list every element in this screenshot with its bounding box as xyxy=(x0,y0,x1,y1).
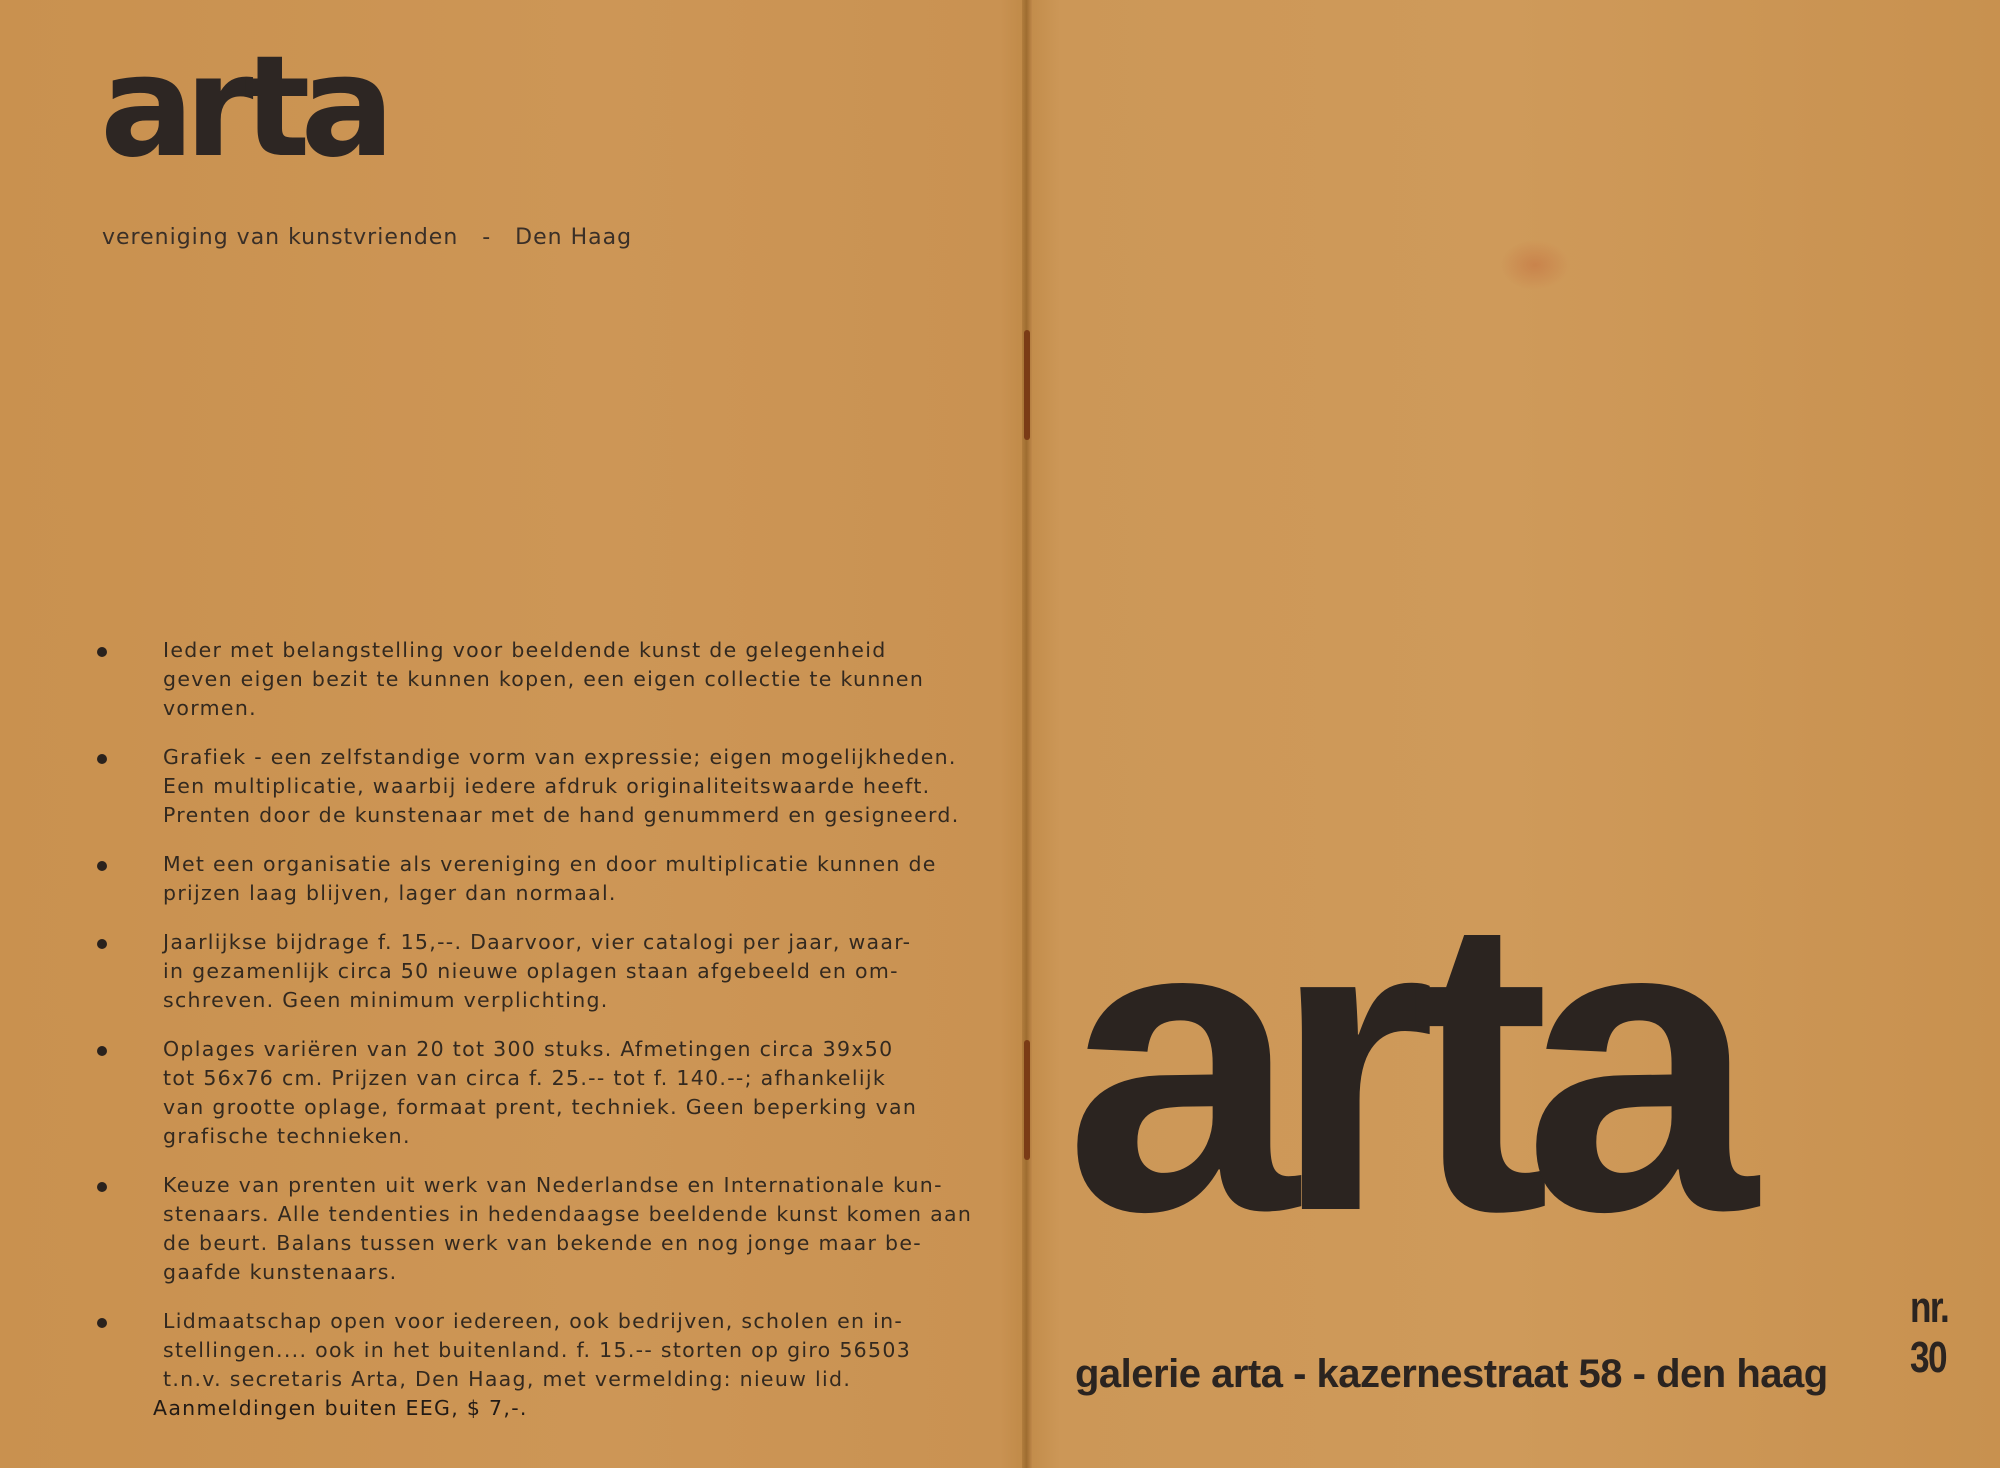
feature-line: Keuze van prenten uit werk van Nederlandse en Internationale kun- xyxy=(163,1173,943,1197)
feature-item xyxy=(95,743,965,830)
bullet-icon xyxy=(97,1046,107,1056)
bullet-icon xyxy=(97,1318,107,1328)
arta-logo-large: arta xyxy=(1065,830,1732,1299)
registration-note: Aanmeldingen buiten EEG, $ 7,-. xyxy=(153,1396,528,1420)
feature-line: stenaars. Alle tendenties in hedendaagse beeldende kunst komen aan xyxy=(163,1202,973,1226)
bullet-icon xyxy=(97,647,107,657)
feature-line: in gezamenlijk circa 50 nieuwe oplagen staan afgebeeld en om- xyxy=(163,959,899,983)
feature-line: Grafiek - een zelfstandige vorm van expressie; eigen mogelijkheden. xyxy=(163,745,957,769)
feature-line: geven eigen bezit te kunnen kopen, een eigen collectie te kunnen xyxy=(163,667,925,691)
feature-line: prijzen laag blijven, lager dan normaal. xyxy=(163,881,617,905)
feature-line: Prenten door de kunstenaar met de hand genummerd en gesigneerd. xyxy=(163,803,960,827)
feature-line: schreven. Geen minimum verplichting. xyxy=(163,988,609,1012)
feature-item xyxy=(95,850,965,908)
feature-line: van grootte oplage, formaat prent, techniek. Geen beperking van xyxy=(163,1095,918,1119)
feature-line: Lidmaatschap open voor iedereen, ook bedrijven, scholen en in- xyxy=(163,1309,904,1333)
feature-line: Ieder met belangstelling voor beeldende kunst de gelegenheid xyxy=(163,638,887,662)
feature-line: grafische technieken. xyxy=(163,1124,411,1148)
membership-feature-list xyxy=(95,636,973,1443)
staple-bottom xyxy=(1024,1040,1030,1160)
staple-top xyxy=(1024,330,1030,440)
feature-item xyxy=(95,1171,973,1287)
gallery-address: galerie arta - kazernestraat 58 - den haag xyxy=(1075,1352,1828,1396)
arta-logo-small: arta xyxy=(100,26,385,189)
feature-line: tot 56x76 cm. Prijzen van circa f. 25.-- tot f. 140.--; afhankelijk xyxy=(163,1066,886,1090)
bullet-icon xyxy=(97,754,107,764)
brochure-spine xyxy=(1022,0,1032,1468)
feature-item xyxy=(95,928,965,1015)
feature-line: gaafde kunstenaars. xyxy=(163,1260,398,1284)
feature-item xyxy=(95,636,965,723)
issue-number: nr. 30 xyxy=(1910,1283,1949,1382)
feature-line: vormen. xyxy=(163,696,257,720)
bullet-icon xyxy=(97,939,107,949)
bullet-icon xyxy=(97,861,107,871)
association-subtitle: vereniging van kunstvrienden - Den Haag xyxy=(102,225,633,250)
feature-line: Met een organisatie als vereniging en door multiplicatie kunnen de xyxy=(163,852,937,876)
feature-line: stellingen.... ook in het buitenland. f. 15.-- storten op giro 56503 xyxy=(163,1338,912,1362)
feature-item xyxy=(95,1307,965,1423)
feature-item xyxy=(95,1035,965,1151)
feature-line: Een multiplicatie, waarbij iedere afdruk originaliteitswaarde heeft. xyxy=(163,774,931,798)
feature-line: Oplages variëren van 20 tot 300 stuks. Afmetingen circa 39x50 xyxy=(163,1037,894,1061)
bullet-icon xyxy=(97,1182,107,1192)
feature-line: t.n.v. secretaris Arta, Den Haag, met vermelding: nieuw lid. xyxy=(163,1367,852,1391)
paper-stain xyxy=(1500,240,1570,290)
feature-line: Jaarlijkse bijdrage f. 15,--. Daarvoor, vier catalogi per jaar, waar- xyxy=(163,930,912,954)
feature-line: de beurt. Balans tussen werk van bekende en nog jonge maar be- xyxy=(163,1231,922,1255)
